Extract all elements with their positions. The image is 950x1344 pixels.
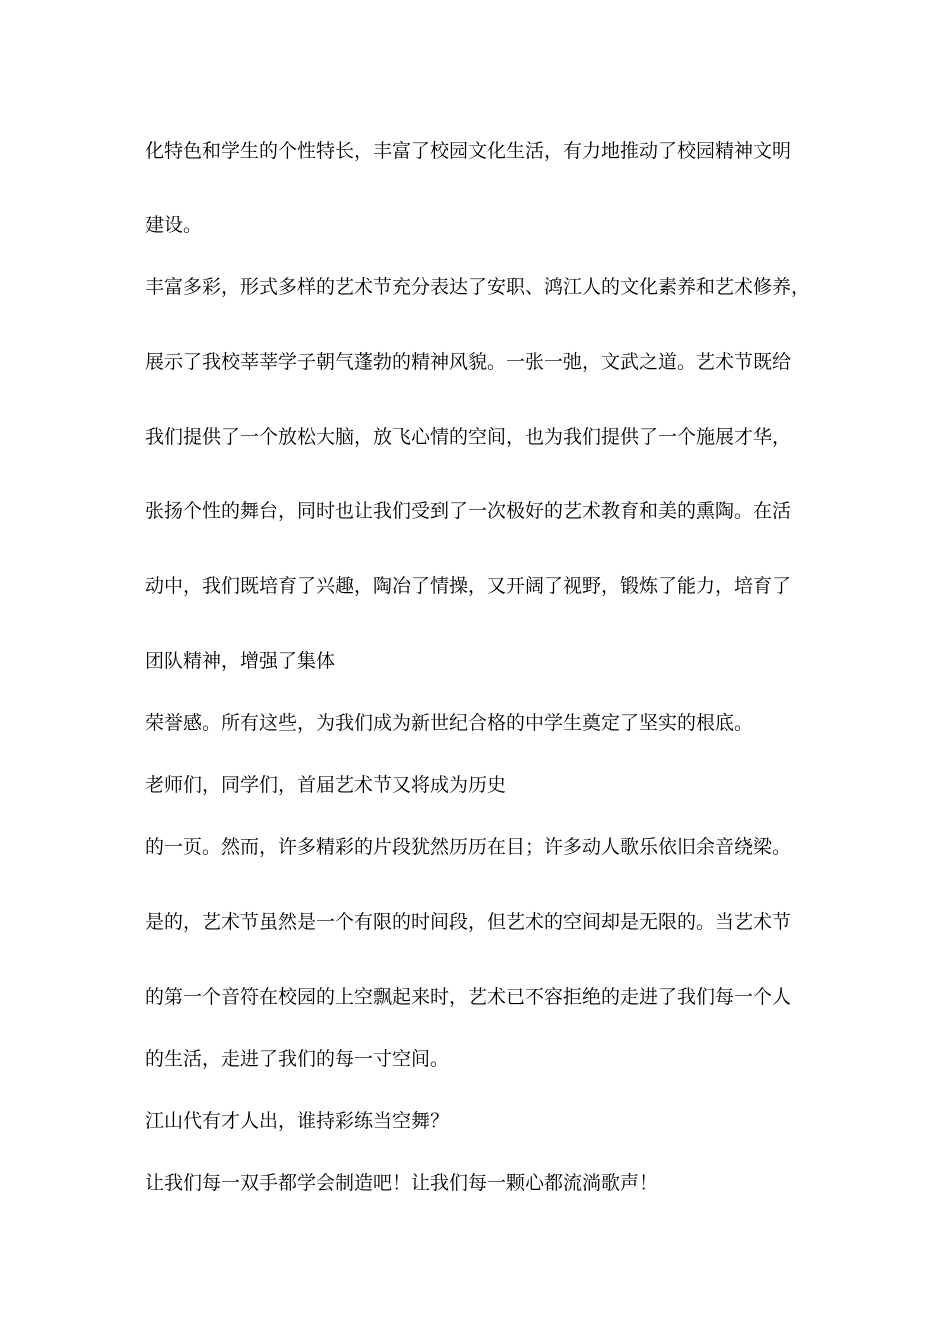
text-line: 的生活，走进了我们的每一寸空间。 <box>145 1048 450 1070</box>
text-line: 团队精神，增强了集体 <box>145 650 336 672</box>
text-line: 是的，艺术节虽然是一个有限的时间段，但艺术的空间却是无限的。当艺术节 <box>145 911 792 933</box>
text-line: 的第一个音符在校园的上空飘起来时，艺术已不容拒绝的走进了我们每一个人 <box>145 986 792 1008</box>
text-line: 老师们，同学们，首届艺术节又将成为历史 <box>145 774 507 796</box>
text-line: 让我们每一双手都学会制造吧！让我们每一颗心都流淌歌声！ <box>145 1172 659 1194</box>
text-line: 荣誉感。所有这些，为我们成为新世纪合格的中学生奠定了坚实的根底。 <box>145 712 754 734</box>
text-line: 动中，我们既培育了兴趣，陶冶了情操，又开阔了视野，锻炼了能力，培育了 <box>145 575 792 597</box>
text-line: 张扬个性的舞台，同时也让我们受到了一次极好的艺术教育和美的熏陶。在活 <box>145 500 792 522</box>
text-line: 丰富多彩，形式多样的艺术节充分表达了安职、鸿江人的文化素养和艺术修养， <box>145 276 811 298</box>
text-line: 我们提供了一个放松大脑，放飞心情的空间，也为我们提供了一个施展才华， <box>145 426 792 448</box>
text-line: 江山代有才人出，谁持彩练当空舞？ <box>145 1110 450 1132</box>
text-line: 化特色和学生的个性特长，丰富了校园文化生活，有力地推动了校园精神文明 <box>145 140 792 162</box>
text-line: 展示了我校莘莘学子朝气蓬勃的精神风貌。一张一弛，文武之道。艺术节既给 <box>145 351 792 373</box>
text-line: 建设。 <box>145 214 203 236</box>
text-line: 的一页。然而，许多精彩的片段犹然历历在目；许多动人歌乐依旧余音绕梁。 <box>145 836 792 858</box>
